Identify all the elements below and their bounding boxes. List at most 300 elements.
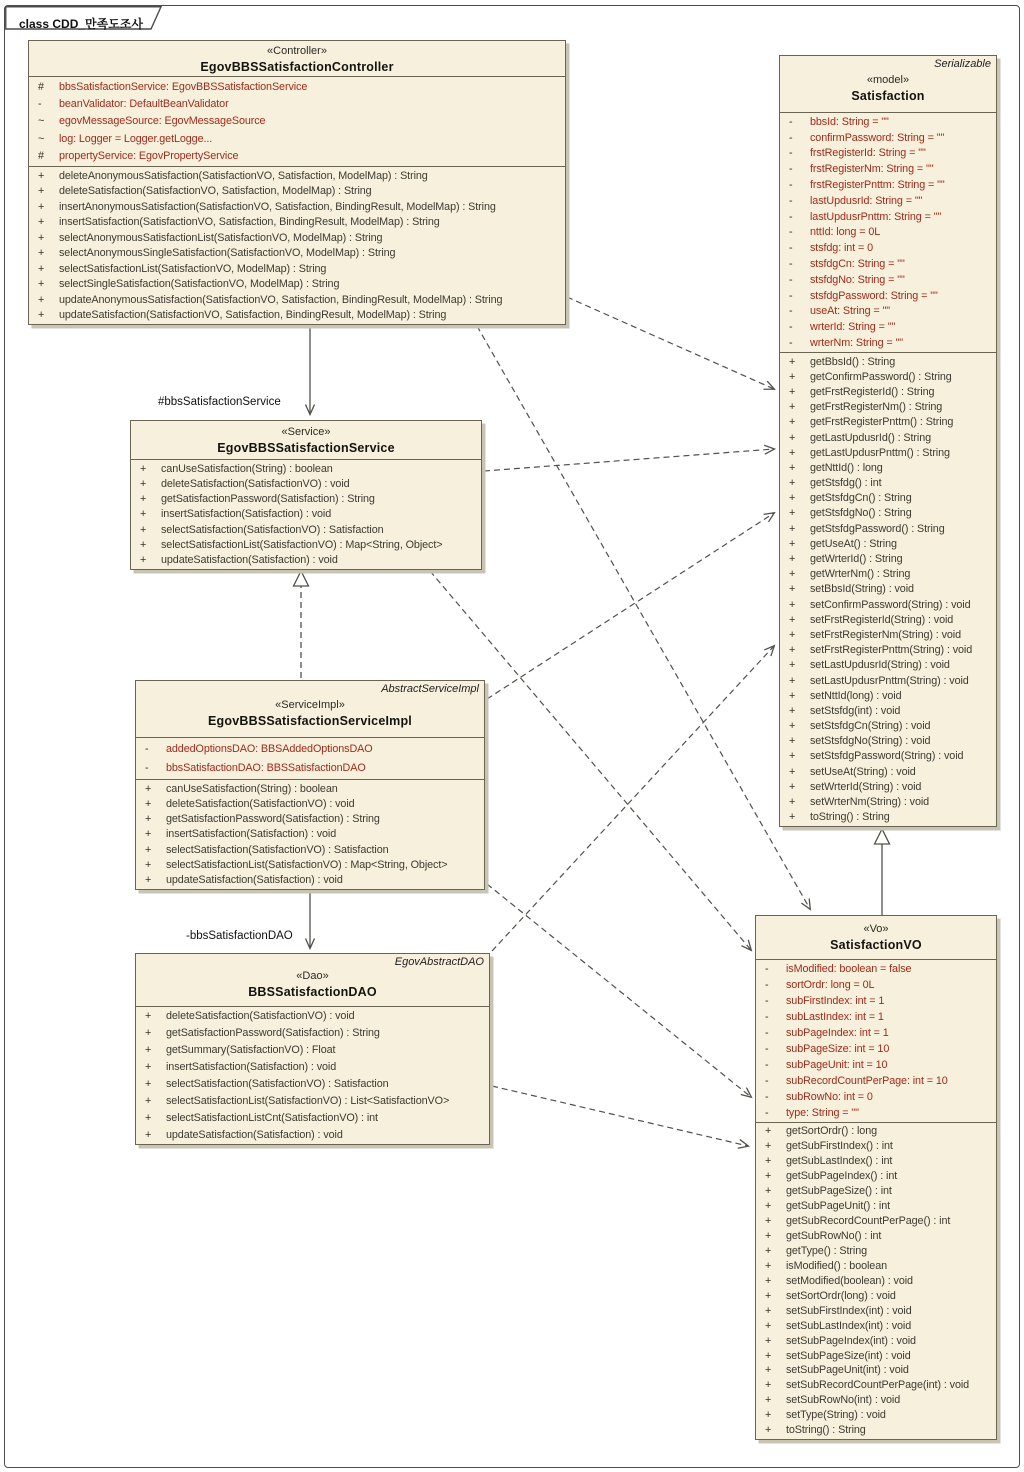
visibility-symbol: +: [38, 169, 45, 182]
member-row: [780, 337, 996, 349]
visibility-symbol: +: [145, 782, 152, 795]
member-row: [780, 675, 996, 687]
dependency-dao-to-satisfaction[interactable]: [492, 646, 774, 951]
member-signature: bbsSatisfactionService: EgovBBSSatisfactionService: [59, 80, 308, 93]
visibility-symbol: -: [789, 305, 793, 318]
member-signature: getSatisfactionPassword(Satisfaction) : String: [166, 1027, 380, 1040]
member-row: [136, 1010, 489, 1022]
visibility-symbol: +: [765, 1364, 772, 1377]
member-signature: isModified() : boolean: [786, 1259, 888, 1272]
visibility-symbol: +: [145, 828, 152, 841]
member-signature: stsfdg: int = 0: [810, 242, 874, 255]
member-row: [756, 1305, 996, 1317]
member-row: [756, 1125, 996, 1137]
visibility-symbol: -: [789, 337, 793, 350]
visibility-symbol: +: [38, 216, 45, 229]
member-signature: propertyService: EgovPropertyService: [59, 150, 239, 163]
visibility-symbol: +: [789, 522, 796, 535]
member-row: [29, 150, 565, 162]
member-signature: getSubPageIndex() : int: [786, 1170, 898, 1183]
member-signature: getWrterNm() : String: [810, 568, 911, 581]
member-signature: getStsfdg() : int: [810, 477, 882, 490]
visibility-symbol: +: [765, 1230, 772, 1243]
member-row: [756, 1290, 996, 1302]
member-signature: getStsfdgCn() : String: [810, 492, 912, 505]
visibility-symbol: +: [789, 446, 796, 459]
member-row: [756, 1320, 996, 1332]
visibility-symbol: +: [145, 874, 152, 887]
member-row: [756, 1364, 996, 1376]
visibility-symbol: +: [765, 1289, 772, 1302]
visibility-symbol: +: [765, 1259, 772, 1272]
member-signature: selectSatisfaction(SatisfactionVO) : Satisfaction: [166, 843, 389, 856]
member-signature: getStsfdgPassword() : String: [810, 522, 945, 535]
visibility-symbol: +: [765, 1304, 772, 1317]
visibility-symbol: +: [145, 1094, 152, 1107]
member-signature: selectSatisfactionList(SatisfactionVO, ModelMap) : String: [59, 262, 327, 275]
visibility-symbol: +: [145, 843, 152, 856]
member-signature: selectSatisfaction(SatisfactionVO) : Satisfaction: [161, 523, 384, 536]
member-signature: selectSatisfactionList(SatisfactionVO) : List<SatisfactionVO>: [166, 1094, 450, 1107]
class-stereotype: «ServiceImpl»: [275, 699, 345, 711]
member-signature: selectSatisfactionList(SatisfactionVO) : Map<String, Object>: [166, 859, 448, 872]
visibility-symbol: -: [145, 742, 149, 755]
member-row: [780, 735, 996, 747]
member-signature: updateSatisfaction(SatisfactionVO, Satisfaction, BindingResult, ModelMap) : String: [59, 309, 447, 322]
member-row: [780, 163, 996, 175]
visibility-symbol: +: [789, 765, 796, 778]
visibility-symbol: +: [145, 1010, 152, 1023]
member-row: [756, 1394, 996, 1406]
visibility-symbol: +: [789, 674, 796, 687]
member-signature: setFrstRegisterId(String) : void: [810, 613, 954, 626]
member-signature: toString() : String: [810, 811, 890, 824]
member-signature: setLastUpdusrPnttm(String) : void: [810, 674, 969, 687]
member-signature: setWrterId(String) : void: [810, 780, 922, 793]
member-signature: stsfdgPassword: String = "": [810, 289, 938, 302]
visibility-symbol: +: [789, 598, 796, 611]
uml-class-satisfactionvo[interactable]: [755, 915, 997, 1440]
member-signature: insertAnonymousSatisfaction(SatisfactionVO, Satisfaction, BindingResult, ModelMap) : String: [59, 200, 496, 213]
class-title: [136, 681, 484, 737]
member-signature: toString() : String: [786, 1424, 866, 1437]
realization-arrowhead: [294, 571, 309, 586]
visibility-symbol: #: [38, 80, 45, 93]
member-row: [780, 290, 996, 302]
member-row: [136, 762, 484, 774]
visibility-symbol: -: [789, 115, 793, 128]
member-signature: type: String = "": [786, 1107, 859, 1119]
member-signature: lastUpdusrId: String = "": [810, 194, 923, 207]
member-row: [136, 828, 484, 840]
member-signature: bbsSatisfactionDAO: BBSSatisfactionDAO: [166, 762, 366, 775]
visibility-symbol: +: [765, 1185, 772, 1198]
visibility-symbol: +: [145, 1111, 152, 1124]
visibility-symbol: +: [789, 644, 796, 657]
member-signature: getUseAt() : String: [810, 537, 897, 550]
class-stereotype: «model»: [866, 74, 910, 86]
member-row: [780, 401, 996, 413]
member-row: [131, 539, 481, 551]
member-row: [29, 98, 565, 110]
member-signature: getLastUpdusrId() : String: [810, 431, 932, 444]
member-row: [780, 321, 996, 333]
member-signature: subPageUnit: int = 10: [786, 1059, 888, 1071]
member-row: [756, 1379, 996, 1391]
class-name: BBSSatisfactionDAO: [248, 985, 377, 999]
member-signature: getNttId() : long: [810, 461, 883, 474]
member-row: [756, 1075, 996, 1087]
member-row: [780, 811, 996, 823]
member-row: [780, 211, 996, 223]
member-signature: setSortOrdr(long) : void: [786, 1289, 896, 1302]
visibility-symbol: +: [789, 659, 796, 672]
methods-compartment: [780, 352, 996, 826]
member-row: [756, 1424, 996, 1436]
member-row: [136, 813, 484, 825]
visibility-symbol: +: [765, 1394, 772, 1407]
member-signature: deleteSatisfaction(SatisfactionVO) : void: [166, 797, 355, 810]
member-row: [131, 508, 481, 520]
visibility-symbol: -: [789, 179, 793, 192]
visibility-symbol: +: [38, 262, 45, 275]
visibility-symbol: ~: [38, 132, 45, 145]
member-row: [756, 1230, 996, 1242]
visibility-symbol: +: [38, 247, 45, 260]
member-row: [756, 1043, 996, 1055]
member-signature: getConfirmPassword() : String: [810, 370, 952, 383]
member-row: [29, 294, 565, 306]
visibility-symbol: -: [765, 1075, 769, 1087]
dependency-controller-to-satisfaction[interactable]: [567, 297, 774, 389]
member-row: [29, 278, 565, 290]
dependency-dao-to-satisfactionvo[interactable]: [492, 1086, 748, 1146]
visibility-symbol: +: [765, 1334, 772, 1347]
member-signature: insertSatisfaction(Satisfaction) : void: [166, 828, 337, 841]
member-row: [136, 1112, 489, 1124]
member-row: [756, 1027, 996, 1039]
visibility-symbol: -: [789, 131, 793, 144]
member-signature: subFirstIndex: int = 1: [786, 995, 885, 1007]
visibility-symbol: +: [789, 431, 796, 444]
member-signature: insertSatisfaction(Satisfaction) : void: [166, 1061, 337, 1074]
member-signature: setSubPageSize(int) : void: [786, 1349, 911, 1362]
member-row: [136, 1044, 489, 1056]
attributes-compartment: [756, 959, 996, 1122]
member-row: [29, 133, 565, 145]
member-signature: isModified: boolean = false: [786, 963, 912, 975]
member-signature: updateSatisfaction(Satisfaction) : void: [161, 554, 338, 567]
member-row: [131, 493, 481, 505]
visibility-symbol: +: [765, 1409, 772, 1422]
visibility-symbol: -: [789, 226, 793, 239]
member-signature: frstRegisterPnttm: String = "": [810, 179, 945, 192]
association-label-bbssatisfactionservice: #bbsSatisfactionService: [158, 396, 281, 408]
member-row: [136, 1129, 489, 1141]
member-row: [136, 1078, 489, 1090]
member-signature: setSubPageUnit(int) : void: [786, 1364, 909, 1377]
member-signature: getFrstRegisterId() : String: [810, 385, 935, 398]
member-row: [780, 538, 996, 550]
visibility-symbol: +: [145, 859, 152, 872]
visibility-symbol: +: [765, 1349, 772, 1362]
member-signature: setBbsId(String) : void: [810, 583, 914, 596]
visibility-symbol: +: [38, 278, 45, 291]
member-signature: getSubFirstIndex() : int: [786, 1140, 893, 1153]
member-signature: getFrstRegisterNm() : String: [810, 401, 943, 414]
member-signature: insertSatisfaction(Satisfaction) : void: [161, 508, 332, 521]
visibility-symbol: +: [789, 416, 796, 429]
member-row: [29, 170, 565, 182]
member-signature: getSortOrdr() : long: [786, 1125, 878, 1138]
member-row: [756, 1215, 996, 1227]
member-signature: frstRegisterId: String = "": [810, 147, 926, 160]
member-row: [780, 720, 996, 732]
visibility-symbol: +: [145, 1061, 152, 1074]
dependency-serviceimpl-to-satisfaction[interactable]: [487, 513, 774, 699]
visibility-symbol: +: [145, 1027, 152, 1040]
member-signature: setSubPageIndex(int) : void: [786, 1334, 916, 1347]
member-row: [29, 201, 565, 213]
class-stereotype: «Service»: [281, 426, 331, 438]
visibility-symbol: -: [145, 762, 149, 775]
member-row: [136, 859, 484, 871]
uml-class-service[interactable]: [130, 420, 482, 570]
member-row: [29, 232, 565, 244]
uml-class-satisfaction[interactable]: [779, 55, 997, 827]
visibility-symbol: +: [789, 750, 796, 763]
visibility-symbol: +: [145, 797, 152, 810]
visibility-symbol: -: [789, 321, 793, 334]
member-row: [756, 963, 996, 975]
member-row: [780, 477, 996, 489]
member-signature: egovMessageSource: EgovMessageSource: [59, 115, 266, 128]
visibility-symbol: +: [140, 539, 147, 552]
visibility-symbol: +: [140, 508, 147, 521]
member-row: [756, 979, 996, 991]
member-row: [780, 371, 996, 383]
member-signature: updateSatisfaction(Satisfaction) : void: [166, 1128, 343, 1141]
member-row: [756, 1335, 996, 1347]
member-signature: getStsfdgNo() : String: [810, 507, 912, 520]
member-row: [756, 1107, 996, 1119]
visibility-symbol: -: [765, 1091, 769, 1103]
member-signature: insertSatisfaction(SatisfactionVO, Satisfaction, BindingResult, ModelMap) : String: [59, 216, 440, 229]
visibility-symbol: +: [789, 583, 796, 596]
visibility-symbol: -: [765, 1011, 769, 1023]
visibility-symbol: +: [145, 1044, 152, 1057]
dependency-serviceimpl-to-satisfactionvo[interactable]: [487, 884, 751, 1097]
member-signature: selectSatisfaction(SatisfactionVO) : Satisfaction: [166, 1077, 389, 1090]
uml-class-controller[interactable]: [28, 40, 566, 325]
member-row: [136, 798, 484, 810]
member-signature: frstRegisterNm: String = "": [810, 163, 934, 176]
member-signature: deleteSatisfaction(SatisfactionVO) : void: [161, 477, 350, 490]
dependency-service-to-satisfaction[interactable]: [484, 449, 774, 471]
visibility-symbol: +: [789, 355, 796, 368]
member-row: [29, 247, 565, 259]
visibility-symbol: +: [789, 704, 796, 717]
visibility-symbol: +: [789, 553, 796, 566]
member-signature: addedOptionsDAO: BBSAddedOptionsDAO: [166, 742, 373, 755]
member-row: [136, 1061, 489, 1073]
visibility-symbol: -: [789, 163, 793, 176]
visibility-symbol: +: [140, 554, 147, 567]
member-signature: getBbsId() : String: [810, 355, 896, 368]
visibility-symbol: +: [789, 537, 796, 550]
member-row: [780, 195, 996, 207]
visibility-symbol: +: [789, 628, 796, 641]
dependency-controller-to-satisfactionvo[interactable]: [477, 326, 810, 909]
visibility-symbol: +: [789, 370, 796, 383]
member-row: [780, 750, 996, 762]
member-row: [136, 783, 484, 795]
member-signature: getSubRecordCountPerPage() : int: [786, 1215, 951, 1228]
parent-corner-label: EgovAbstractDAO: [394, 956, 484, 968]
member-signature: setFrstRegisterNm(String) : void: [810, 628, 961, 641]
visibility-symbol: +: [38, 231, 45, 244]
class-title: [29, 41, 565, 76]
member-signature: canUseSatisfaction(String) : boolean: [166, 782, 338, 795]
visibility-symbol: +: [789, 689, 796, 702]
member-row: [780, 386, 996, 398]
member-row: [756, 1275, 996, 1287]
member-row: [136, 743, 484, 755]
visibility-symbol: +: [789, 461, 796, 474]
member-row: [756, 1091, 996, 1103]
member-row: [136, 844, 484, 856]
member-signature: setWrterNm(String) : void: [810, 796, 930, 809]
member-signature: stsfdgNo: String = "": [810, 273, 905, 286]
member-signature: selectAnonymousSatisfactionList(SatisfactionVO, ModelMap) : String: [59, 231, 383, 244]
visibility-symbol: +: [789, 477, 796, 490]
class-name: EgovBBSSatisfactionServiceImpl: [208, 714, 412, 728]
member-row: [780, 356, 996, 368]
visibility-symbol: -: [765, 979, 769, 991]
member-row: [780, 258, 996, 270]
member-row: [780, 432, 996, 444]
member-signature: setStsfdgNo(String) : void: [810, 735, 931, 748]
member-signature: subPageIndex: int = 1: [786, 1027, 889, 1039]
member-row: [780, 690, 996, 702]
member-signature: getSubPageSize() : int: [786, 1185, 892, 1198]
visibility-symbol: -: [765, 1027, 769, 1039]
frame-title: class CDD_만족도조사: [19, 17, 143, 31]
member-signature: stsfdgCn: String = "": [810, 258, 905, 271]
generalization-arrowhead: [875, 829, 890, 844]
visibility-symbol: +: [789, 401, 796, 414]
class-stereotype: «Controller»: [267, 45, 327, 57]
methods-compartment: [29, 166, 565, 324]
member-signature: setSubFirstIndex(int) : void: [786, 1304, 912, 1317]
member-signature: selectSatisfactionListCnt(SatisfactionVO) : int: [166, 1111, 378, 1124]
member-signature: updateAnonymousSatisfaction(SatisfactionVO, Satisfaction, BindingResult, ModelMap) : String: [59, 293, 503, 306]
member-signature: setFrstRegisterPnttm(String) : void: [810, 644, 973, 657]
visibility-symbol: +: [789, 568, 796, 581]
member-signature: canUseSatisfaction(String) : boolean: [161, 462, 333, 475]
member-row: [780, 614, 996, 626]
visibility-symbol: +: [765, 1140, 772, 1153]
visibility-symbol: -: [765, 995, 769, 1007]
member-row: [136, 1095, 489, 1107]
member-signature: bbsId: String = "": [810, 115, 889, 128]
member-row: [756, 1260, 996, 1272]
visibility-symbol: +: [789, 796, 796, 809]
member-signature: setSubRowNo(int) : void: [786, 1394, 901, 1407]
visibility-symbol: +: [765, 1319, 772, 1332]
member-row: [780, 796, 996, 808]
member-signature: getSubRowNo() : int: [786, 1230, 882, 1243]
visibility-symbol: -: [789, 147, 793, 160]
member-row: [780, 492, 996, 504]
member-row: [780, 553, 996, 565]
attributes-compartment: [29, 76, 565, 166]
visibility-symbol: -: [765, 963, 769, 975]
member-signature: selectAnonymousSingleSatisfaction(SatisfactionVO, ModelMap) : String: [59, 247, 396, 260]
member-signature: getSatisfactionPassword(Satisfaction) : String: [161, 493, 375, 506]
member-signature: getWrterId() : String: [810, 553, 903, 566]
member-signature: getSubPageUnit() : int: [786, 1200, 891, 1213]
uml-class-dao[interactable]: [135, 953, 490, 1145]
member-signature: setSubRecordCountPerPage(int) : void: [786, 1379, 970, 1392]
member-row: [756, 1059, 996, 1071]
member-signature: getSummary(SatisfactionVO) : Float: [166, 1044, 336, 1057]
member-signature: deleteSatisfaction(SatisfactionVO) : void: [166, 1010, 355, 1023]
visibility-symbol: +: [140, 523, 147, 536]
member-row: [756, 1185, 996, 1197]
member-row: [780, 705, 996, 717]
member-signature: selectSatisfactionList(SatisfactionVO) : Map<String, Object>: [161, 539, 443, 552]
member-signature: updateSatisfaction(Satisfaction) : void: [166, 874, 343, 887]
methods-compartment: [136, 779, 484, 889]
member-row: [131, 478, 481, 490]
member-signature: deleteAnonymousSatisfaction(SatisfactionVO, Satisfaction, ModelMap) : String: [59, 169, 428, 182]
member-row: [136, 1027, 489, 1039]
member-row: [780, 599, 996, 611]
member-signature: setLastUpdusrId(String) : void: [810, 659, 950, 672]
member-signature: selectSingleSatisfaction(SatisfactionVO, ModelMap) : String: [59, 278, 340, 291]
member-row: [756, 1200, 996, 1212]
visibility-symbol: +: [140, 477, 147, 490]
member-row: [756, 1140, 996, 1152]
visibility-symbol: -: [789, 210, 793, 223]
class-name: Satisfaction: [851, 89, 925, 103]
member-row: [29, 81, 565, 93]
visibility-symbol: +: [38, 293, 45, 306]
class-title: [131, 421, 481, 459]
member-signature: setType(String) : void: [786, 1409, 886, 1422]
class-stereotype: «Dao»: [296, 970, 329, 982]
visibility-symbol: +: [765, 1244, 772, 1257]
member-signature: subRecordCountPerPage: int = 10: [786, 1075, 948, 1087]
member-row: [780, 447, 996, 459]
member-row: [29, 216, 565, 228]
uml-class-serviceimpl[interactable]: [135, 680, 485, 890]
visibility-symbol: +: [140, 493, 147, 506]
member-signature: subRowNo: int = 0: [786, 1091, 873, 1103]
member-row: [780, 629, 996, 641]
member-row: [756, 1409, 996, 1421]
visibility-symbol: +: [765, 1424, 772, 1437]
member-row: [780, 568, 996, 580]
visibility-symbol: -: [765, 1107, 769, 1119]
class-title: [780, 56, 996, 112]
member-row: [780, 274, 996, 286]
member-row: [756, 1011, 996, 1023]
attributes-compartment: [780, 112, 996, 352]
member-signature: sortOrdr: long = 0L: [786, 979, 875, 991]
member-signature: setStsfdgCn(String) : void: [810, 720, 931, 733]
